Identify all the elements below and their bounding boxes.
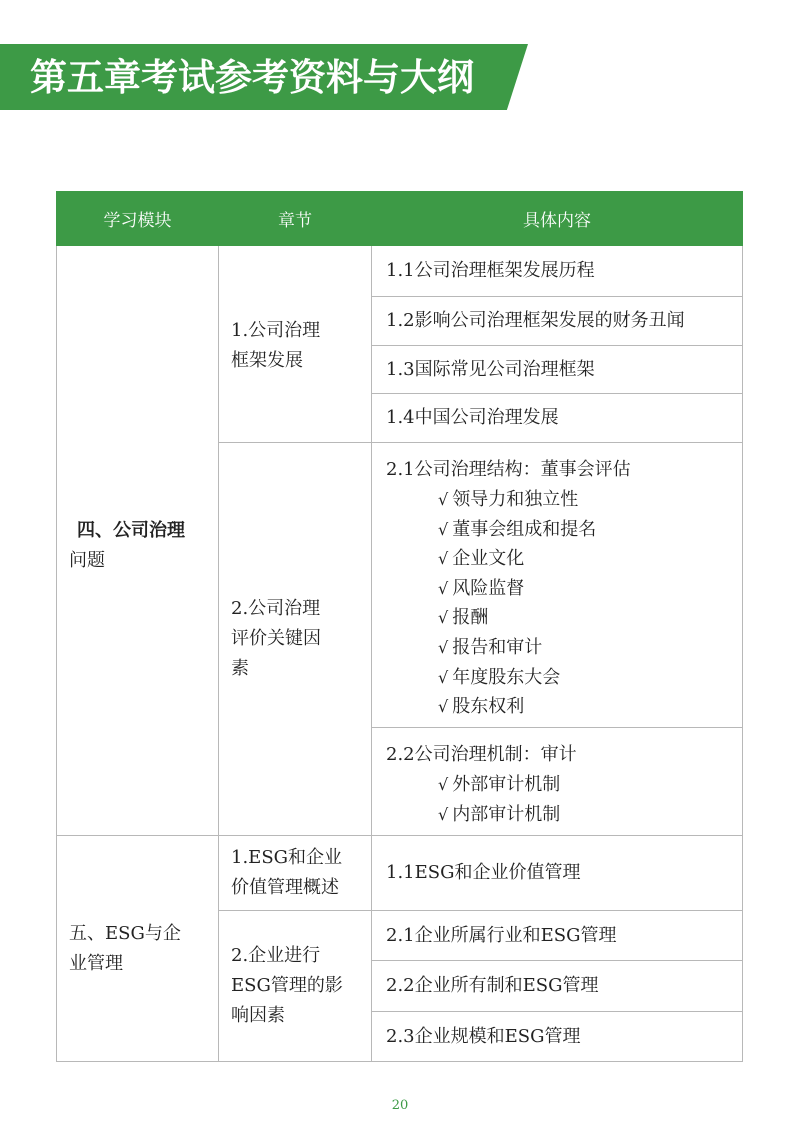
content-cell (372, 246, 743, 297)
module-cell-5 (57, 836, 219, 1062)
section-4-2-line3: 素 (231, 658, 249, 679)
check-icon: √ (438, 608, 449, 628)
check-list (372, 770, 742, 829)
check-item: √ 企业文化 (438, 548, 525, 570)
content-item: 1.2影响公司治理框架发展的财务丑闻 (386, 310, 685, 331)
table-header-row (57, 192, 743, 246)
check-item: √ 董事会组成和提名 (438, 518, 597, 540)
module-5-title-line2: 业管理 (69, 952, 123, 974)
module-4-title-rest: 问题 (69, 549, 105, 571)
check-icon: √ (438, 775, 449, 794)
content-cell (372, 836, 743, 911)
check-item: √ 外部审计机制 (438, 774, 561, 795)
section-4-2-line2: 评价关键因 (231, 628, 321, 649)
content-cell (372, 961, 743, 1012)
content-item-title: 2.2公司治理机制：审计 (386, 744, 577, 765)
content-cell (372, 394, 743, 443)
check-item: √ 报酬 (438, 607, 489, 629)
content-item: 2.3企业规模和ESG管理 (386, 1025, 581, 1047)
header-chapter: 章节 (219, 192, 372, 246)
table-row (57, 836, 743, 911)
section-cell-4-2 (219, 443, 372, 836)
page-title: 第五章考试参考资料与大纲 (30, 56, 474, 99)
check-icon: √ (438, 490, 449, 509)
syllabus-table (56, 191, 743, 1062)
section-cell-5-2 (219, 911, 372, 1062)
content-item-title: 2.1公司治理结构：董事会评估 (386, 459, 631, 480)
content-cell (372, 443, 743, 728)
module-4-title-bold: 四、公司治理 (77, 519, 185, 541)
section-cell-5-1 (219, 836, 372, 911)
page-number: 20 (391, 1098, 409, 1113)
header-content: 具体内容 (372, 192, 743, 246)
section-5-2-line3: 响因素 (231, 1005, 285, 1026)
content-item: 1.3国际常见公司治理框架 (386, 358, 595, 380)
section-4-2-line1: 2.公司治理 (231, 598, 321, 619)
content-cell (372, 728, 743, 836)
section-5-1-line2: 价值管理概述 (231, 877, 339, 898)
content-cell (372, 1012, 743, 1062)
header-module: 学习模块 (57, 192, 219, 246)
check-list (372, 485, 742, 722)
check-icon: √ (438, 667, 449, 687)
section-4-1-line2: 框架发展 (231, 350, 303, 371)
module-5-title-line1: 五、ESG与企 (69, 922, 181, 944)
content-item: 2.2企业所有制和ESG管理 (386, 975, 599, 996)
content-item: 1.1公司治理框架发展历程 (386, 260, 595, 281)
check-icon: √ (438, 578, 449, 598)
table-row (57, 246, 743, 297)
content-item: 1.4中国公司治理发展 (386, 407, 559, 428)
content-item: 1.1ESG和企业价值管理 (386, 862, 581, 883)
check-item: √ 领导力和独立性 (438, 489, 579, 510)
section-5-1-line1: 1.ESG和企业 (231, 847, 343, 868)
section-5-2-line2: ESG管理的影 (231, 975, 343, 996)
check-icon: √ (438, 637, 449, 657)
check-item: √ 股东权利 (438, 696, 525, 718)
check-icon: √ (438, 519, 449, 539)
content-cell (372, 297, 743, 346)
content-cell (372, 346, 743, 394)
section-5-2-line1: 2.企业进行 (231, 945, 321, 966)
section-4-1-line1: 1.公司治理 (231, 320, 321, 341)
section-cell-4-1 (219, 246, 372, 443)
check-icon: √ (438, 804, 449, 824)
check-item: √ 年度股东大会 (438, 666, 561, 688)
check-item: √ 风险监督 (438, 577, 525, 599)
content-item: 2.1企业所属行业和ESG管理 (386, 924, 617, 946)
content-cell (372, 911, 743, 961)
check-item: √ 报告和审计 (438, 636, 543, 658)
check-icon: √ (438, 697, 449, 717)
check-item: √ 内部审计机制 (438, 803, 561, 825)
module-cell-4 (57, 246, 219, 836)
check-icon: √ (438, 549, 449, 569)
